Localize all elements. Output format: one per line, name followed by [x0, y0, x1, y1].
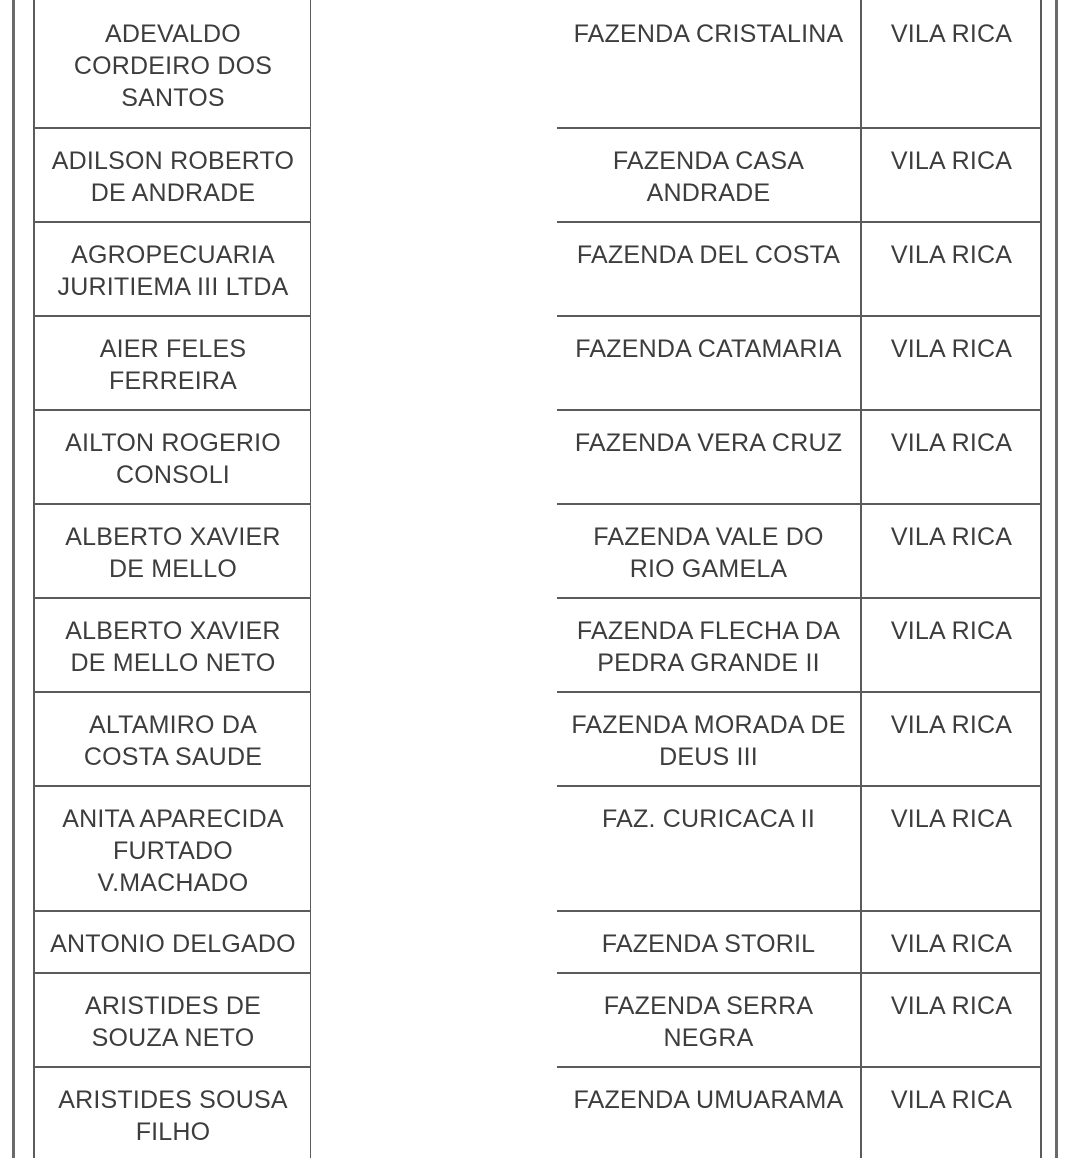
farm-name-cell: FAZENDA DEL COSTA — [576, 241, 841, 269]
city-cell: VILA RICA — [890, 805, 1013, 833]
owner-name-cell: ANTONIO DELGADO — [50, 930, 296, 958]
city-cell: VILA RICA — [890, 241, 1013, 269]
owner-name-cell: ARISTIDES DE SOUZA NETO — [84, 992, 262, 1052]
city-cell: VILA RICA — [890, 335, 1013, 363]
city-cell: VILA RICA — [890, 429, 1013, 457]
farm-name-cell: FAZENDA UMUARAMA — [573, 1086, 844, 1114]
page-border-right — [1055, 0, 1058, 1158]
owner-name-cell: AGROPECUARIA JURITIEMA III LTDA — [57, 241, 289, 301]
owner-name-cell: AILTON ROGERIO CONSOLI — [65, 429, 281, 489]
owner-name-cell: ARISTIDES SOUSA FILHO — [58, 1086, 288, 1146]
farm-name-cell: FAZENDA CRISTALINA — [573, 20, 844, 48]
farm-name-cell: FAZENDA CASA ANDRADE — [612, 147, 805, 207]
redacted-column — [311, 0, 557, 1158]
owner-name-cell: ANITA APARECIDA FURTADO V.MACHADO — [62, 805, 284, 897]
owner-name-cell: ADEVALDO CORDEIRO DOS SANTOS — [73, 20, 273, 112]
farm-name-cell: FAZENDA STORIL — [601, 930, 816, 958]
city-cell: VILA RICA — [890, 617, 1013, 645]
farm-name-cell: FAZENDA SERRA NEGRA — [603, 992, 814, 1052]
farm-name-cell: FAZENDA MORADA DE DEUS III — [571, 711, 846, 771]
owner-name-cell: ADILSON ROBERTO DE ANDRADE — [51, 147, 295, 207]
owner-name-cell: ALBERTO XAVIER DE MELLO — [65, 523, 281, 583]
city-cell: VILA RICA — [890, 930, 1013, 958]
city-cell: VILA RICA — [890, 992, 1013, 1020]
owner-name-cell: ALBERTO XAVIER DE MELLO NETO — [65, 617, 281, 677]
city-cell: VILA RICA — [890, 147, 1013, 175]
page-border-left — [12, 0, 15, 1158]
city-cell: VILA RICA — [890, 1086, 1013, 1114]
farm-name-cell: FAZENDA VALE DO RIO GAMELA — [593, 523, 824, 583]
city-cell: VILA RICA — [890, 20, 1013, 48]
farm-name-cell: FAZ. CURICACA II — [602, 805, 815, 833]
farm-name-cell: FAZENDA CATAMARIA — [575, 335, 842, 363]
owner-name-cell: AIER FELES FERREIRA — [99, 335, 247, 395]
city-cell: VILA RICA — [890, 523, 1013, 551]
farm-name-cell: FAZENDA FLECHA DA PEDRA GRANDE II — [576, 617, 841, 677]
city-cell: VILA RICA — [890, 711, 1013, 739]
owner-name-cell: ALTAMIRO DA COSTA SAUDE — [83, 711, 263, 771]
farm-name-cell: FAZENDA VERA CRUZ — [574, 429, 843, 457]
